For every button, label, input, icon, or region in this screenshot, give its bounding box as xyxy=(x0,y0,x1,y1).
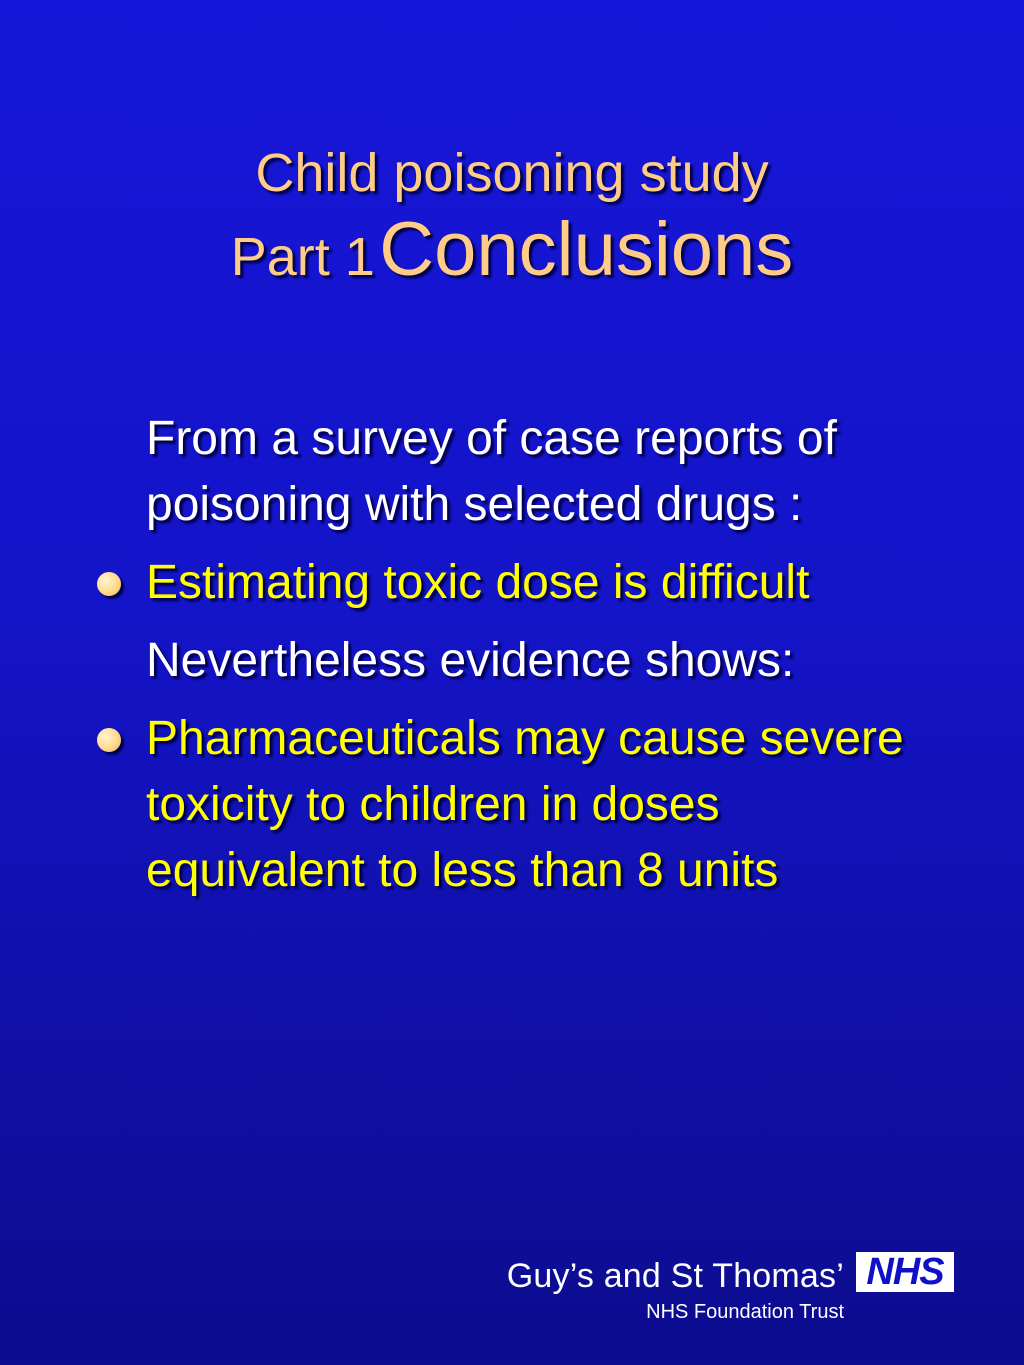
logo-trust-name: NHS Foundation Trust xyxy=(646,1301,844,1323)
bullet-text-1: Estimating toxic dose is difficult xyxy=(146,556,810,609)
bullet-item-2 xyxy=(0,706,946,904)
title-part: Part 1 xyxy=(230,227,375,287)
nhs-badge-text: NHS xyxy=(866,1251,944,1293)
bullet-text-2: Pharmaceuticals may cause severe toxicity to children in doses equivalent to less than 8 units xyxy=(146,712,904,897)
title-line-2 xyxy=(0,206,1024,315)
slide-title xyxy=(0,140,1024,315)
slide-content xyxy=(0,406,1024,916)
title-conclusions: Conclusions xyxy=(379,207,794,292)
logo-name: Guy’s and St Thomas’ xyxy=(506,1257,844,1295)
trust-logo xyxy=(484,1250,954,1330)
intro-paragraph: From a survey of case reports of poisoning with selected drugs : xyxy=(146,412,837,531)
nhs-logo-icon xyxy=(856,1252,954,1292)
bullet-dot-icon xyxy=(97,572,121,596)
title-line-1: Child poisoning study xyxy=(255,143,769,203)
bullet-item-1 xyxy=(0,550,946,616)
middle-paragraph: Nevertheless evidence shows: xyxy=(146,634,795,687)
bullet-dot-icon xyxy=(97,728,121,752)
